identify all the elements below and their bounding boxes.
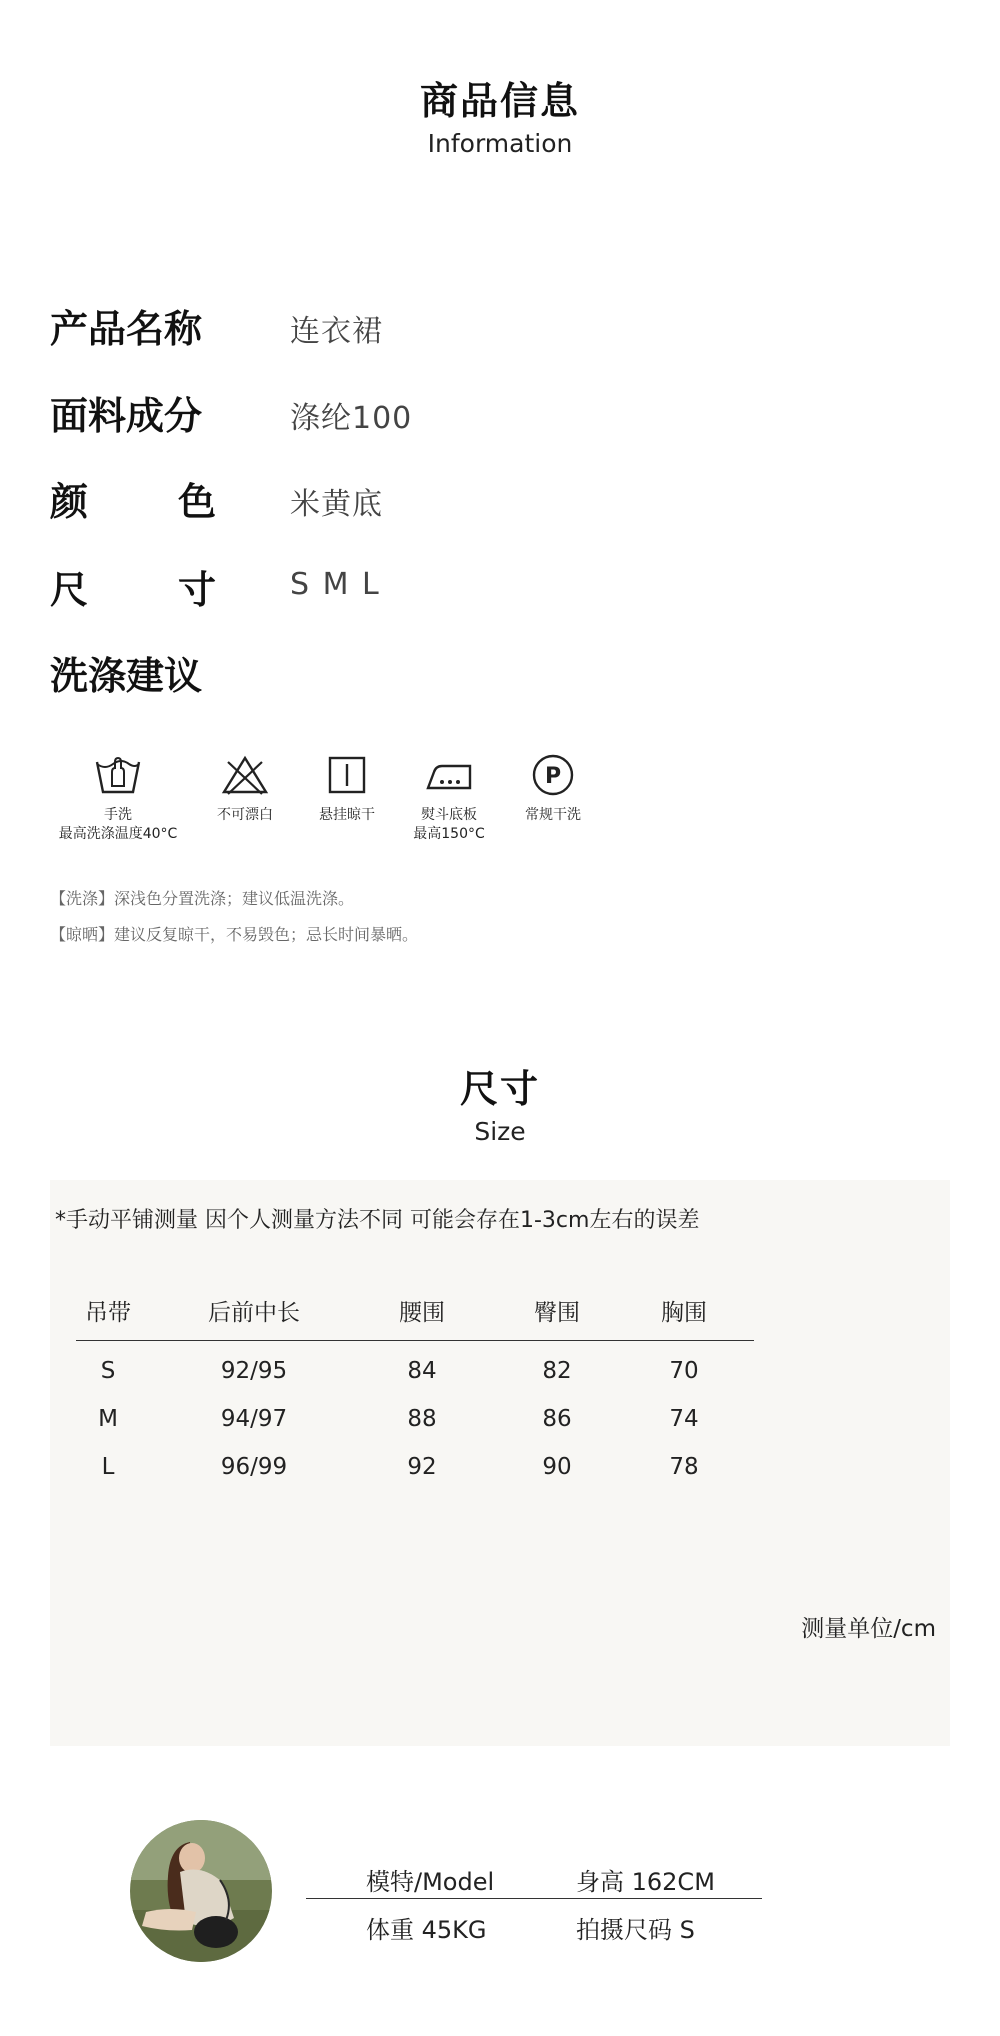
size-cell: 82	[542, 1358, 572, 1384]
label-color	[50, 471, 216, 526]
model-label: 模特/Model	[366, 1868, 495, 1896]
label-product-name: 产品名称	[50, 307, 203, 351]
size-col-header: 吊带	[85, 1300, 131, 1326]
size-unit-label: 测量单位/cm	[801, 1616, 936, 1642]
care-iron-caption-1: 熨斗底板	[421, 807, 477, 823]
care-line-dry-caption: 悬挂晾干	[319, 807, 375, 823]
model-photo	[130, 1820, 272, 1962]
size-table-header-divider	[76, 1340, 754, 1341]
size-cell: 92	[407, 1454, 437, 1480]
value-color: 米黄底	[290, 487, 383, 522]
care-no-bleach-caption: 不可漂白	[217, 807, 273, 823]
label-color-char-2: 色	[177, 480, 216, 524]
wash-note: 【洗涤】深浅色分置洗涤；建议低温洗涤。	[50, 889, 355, 908]
size-cell: 78	[669, 1454, 699, 1480]
size-col-header: 腰围	[399, 1300, 445, 1326]
info-title-cn: 商品信息	[419, 79, 580, 123]
size-cell: 86	[542, 1406, 572, 1432]
value-product-name: 连衣裙	[290, 314, 383, 349]
iron-icon	[424, 752, 474, 798]
value-fabric: 涤纶100	[290, 401, 413, 436]
care-dry-clean-caption: 常规干洗	[525, 807, 581, 823]
size-col-header: 臀围	[534, 1300, 580, 1326]
size-title-en: Size	[474, 1117, 526, 1146]
dry-clean-p-icon	[528, 752, 578, 798]
size-col-header: 胸围	[661, 1300, 707, 1326]
model-weight: 体重 45KG	[366, 1916, 487, 1944]
size-cell: 88	[407, 1406, 437, 1432]
value-size: S M L	[290, 567, 381, 602]
info-section-title	[0, 70, 1000, 158]
care-hand-wash-caption-1: 手洗	[104, 807, 132, 823]
label-color-char-1: 颜	[50, 480, 89, 524]
model-size: 拍摄尺码 S	[576, 1916, 695, 1944]
care-hand-wash-caption-2: 最高洗涤温度40°C	[58, 826, 178, 842]
dry-note: 【晾晒】建议反复晾干，不易毁色；忌长时间暴晒。	[50, 925, 419, 944]
size-cell: 74	[669, 1406, 699, 1432]
size-measure-note: *手动平铺测量 因个人测量方法不同 可能会存在1-3cm左右的误差	[55, 1208, 700, 1233]
svg-text:P: P	[544, 764, 562, 789]
size-title-cn: 尺寸	[459, 1067, 540, 1111]
size-cell: 92/95	[220, 1358, 288, 1384]
label-fabric: 面料成分	[50, 394, 203, 438]
model-avatar	[130, 1820, 272, 1962]
size-cell: L	[101, 1454, 115, 1480]
size-cell: S	[100, 1358, 116, 1384]
info-title-en: Information	[427, 129, 573, 158]
label-size	[50, 559, 216, 614]
label-wash-advice: 洗涤建议	[50, 654, 203, 698]
no-bleach-icon	[220, 752, 270, 798]
care-dry-clean	[478, 752, 628, 825]
label-size-char-1: 尺	[50, 568, 89, 612]
care-iron-caption-2: 最高150°C	[413, 826, 485, 842]
label-size-char-2: 寸	[177, 568, 216, 612]
size-section-title	[0, 1058, 1000, 1146]
model-height: 身高 162CM	[576, 1868, 715, 1896]
model-info-divider	[306, 1898, 762, 1899]
size-cell: 94/97	[220, 1406, 288, 1432]
size-cell: 84	[407, 1358, 437, 1384]
hand-wash-icon	[93, 752, 143, 798]
size-cell: M	[98, 1406, 118, 1432]
size-cell: 96/99	[220, 1454, 288, 1480]
size-cell: 90	[542, 1454, 572, 1480]
line-dry-icon	[322, 752, 372, 798]
size-cell: 70	[669, 1358, 699, 1384]
size-col-header: 后前中长	[208, 1300, 300, 1326]
